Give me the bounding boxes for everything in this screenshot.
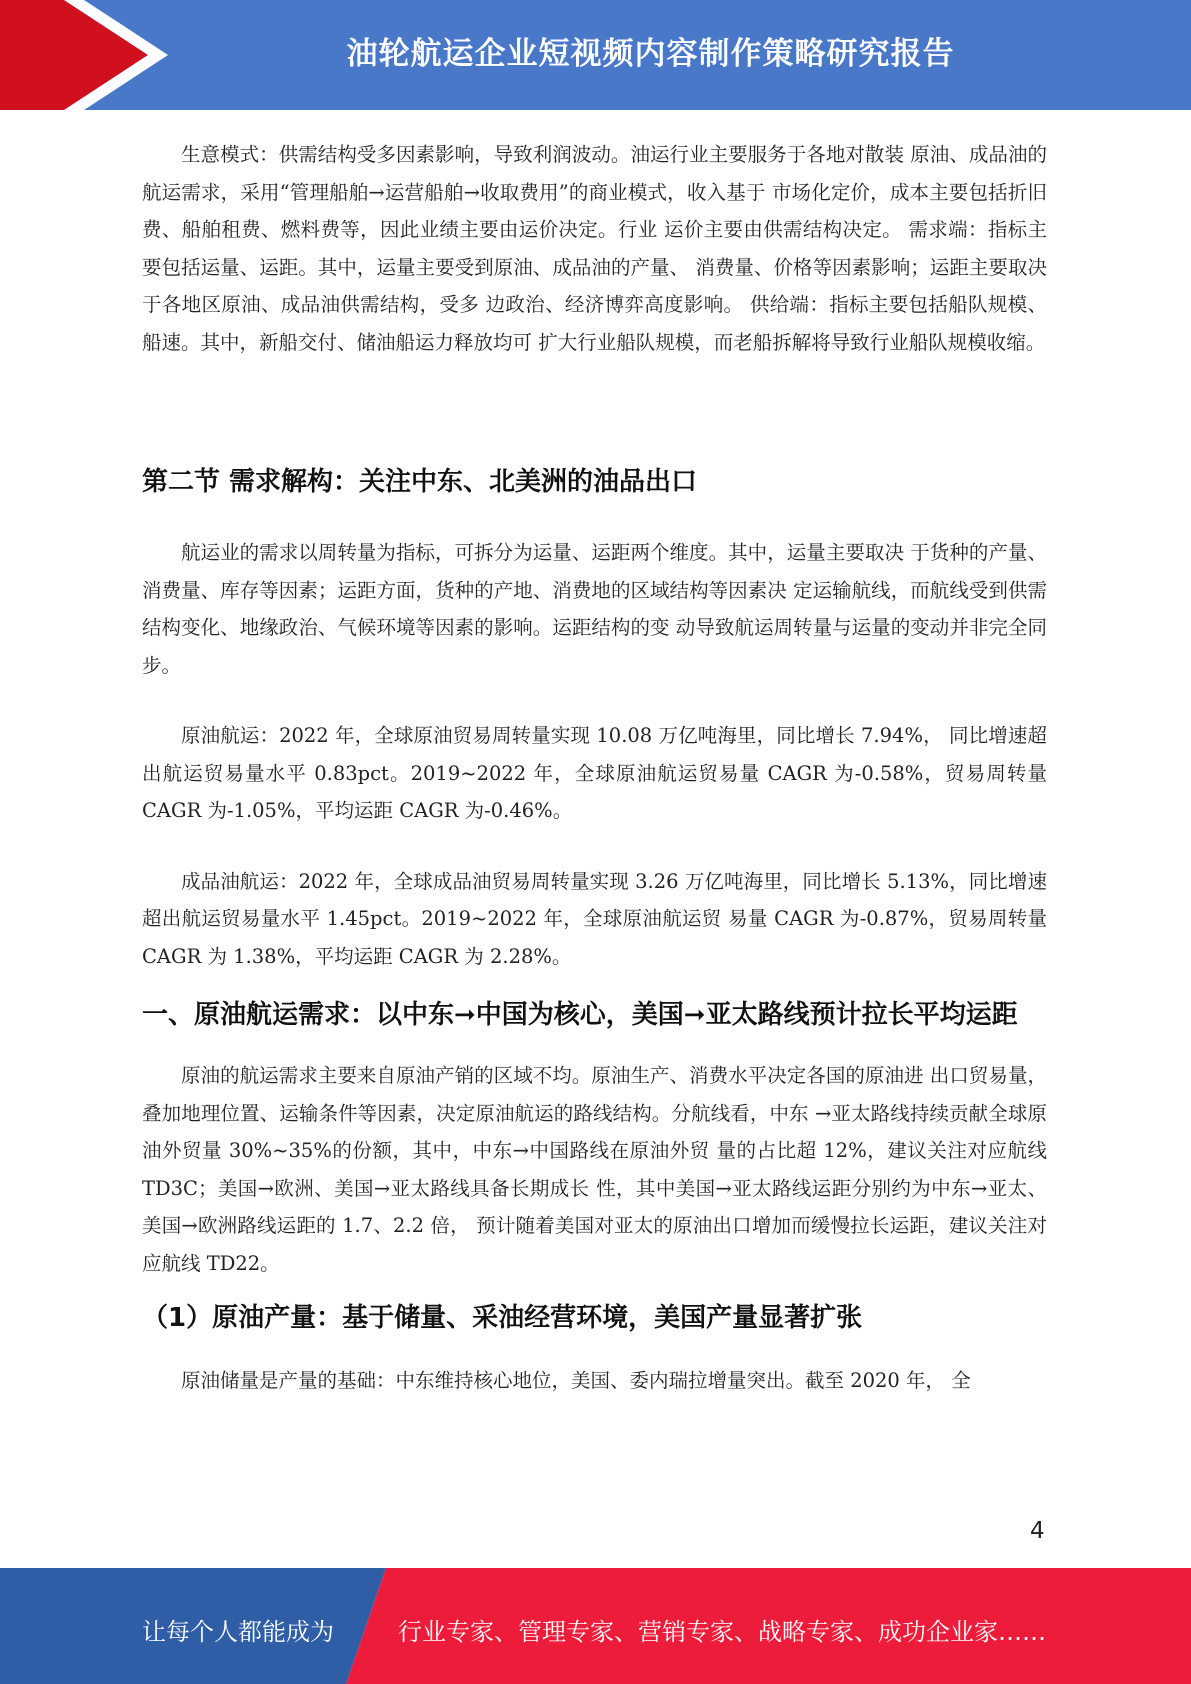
footer-banner: [0, 1568, 1191, 1684]
report-title: 油轮航运企业短视频内容制作策略研究报告: [346, 36, 955, 72]
footer-slogan-right: 行业专家、管理专家、营销专家、战略专家、成功企业家……: [398, 1618, 1046, 1646]
product-oil-shipping-paragraph: 成品油航运：2022 年，全球成品油贸易周转量实现 3.26 万亿吨海里，同比增长 5.13%，同比增速超出航运贸易量水平 1.45pct。2019~2022 年，全球原油航运贸 易量 CAGR 为-0.87%，贸易周转量 CAGR 为 1.38%，平均运距 CAGR 为 2.28%。: [142, 869, 1047, 968]
business-model-paragraph: 生意模式：供需结构受多因素影响，导致利润波动。油运行业主要服务于各地对散装 原油、成品油的航运需求，采用“管理船舶→运营船舶→收取费用”的商业模式，收入基于 市场化定价，成本主要包括折旧费、船舶租费、燃料费等，因此业绩主要由运价决定。行业 运价主要由供需结构决定。 需求端：指标主要包括运量、运距。其中，运量主要受到原油、成品油的产量、 消费量、价格等因素影响；运距主要取决于各地区原油、成品油供需结构，受多 边政治、经济博弈高度影响。 供给端：指标主要包括船队规模、船速。其中，新船交付、储油船运力释放均可 扩大行业船队规模，而老船拆解将导致行业船队规模收缩。: [142, 143, 1047, 354]
crude-demand-paragraph: 原油的航运需求主要来自原油产销的区域不均。原油生产、消费水平决定各国的原油进 出口贸易量，叠加地理位置、运输条件等因素，决定原油航运的路线结构。分航线看，中东 →亚太路线持续贡献全球原油外贸量 30%~35%的份额，其中，中东→中国路线在原油外贸 量的占比超 12%，建议关注对应航线 TD3C；美国→欧洲、美国→亚太路线具备长期成长 性，其中美国→亚太路线运距分别约为中东→亚太、美国→欧洲路线运距的 1.7、2.2 倍， 预计随着美国对亚太的原油出口增加而缓慢拉长运距，建议关注对应航线 TD22。: [142, 1064, 1047, 1275]
section-2-title: 第二节 需求解构：关注中东、北美洲的油品出口: [142, 467, 698, 497]
crude-demand-heading: 一、原油航运需求：以中东➞中国为核心，美国➞亚太路线预计拉长平均运距: [142, 1000, 1018, 1030]
crude-output-heading: （1）原油产量：基于储量、采油经营环境，美国产量显著扩张: [142, 1303, 863, 1333]
header-banner: [0, 0, 1191, 110]
main-content: [142, 136, 1047, 1400]
crude-reserves-paragraph: 原油储量是产量的基础：中东维持核心地位，美国、委内瑞拉增量突出。截至 2020 年， 全: [181, 1369, 971, 1392]
page-number: 4: [1030, 1518, 1045, 1544]
crude-shipping-paragraph: 原油航运：2022 年，全球原油贸易周转量实现 10.08 万亿吨海里，同比增长 7.94%， 同比增速超出航运贸易量水平 0.83pct。2019~2022 年，全球原油航运贸易量 CAGR 为-0.58%，贸易周转量 CAGR 为-1.05%，平均运距 CAGR 为-0.46%。: [142, 724, 1047, 822]
footer-slogan-left: 让每个人都能成为: [142, 1618, 334, 1646]
demand-paragraph: 航运业的需求以周转量为指标，可拆分为运量、运距两个维度。其中，运量主要取决 于货种的产量、消费量、库存等因素；运距方面，货种的产地、消费地的区域结构等因素决 定运输航线，而航线受到供需结构变化、地缘政治、气候环境等因素的影响。运距结构的变 动导致航运周转量与运量的变动并非完全同步。: [142, 541, 1047, 677]
